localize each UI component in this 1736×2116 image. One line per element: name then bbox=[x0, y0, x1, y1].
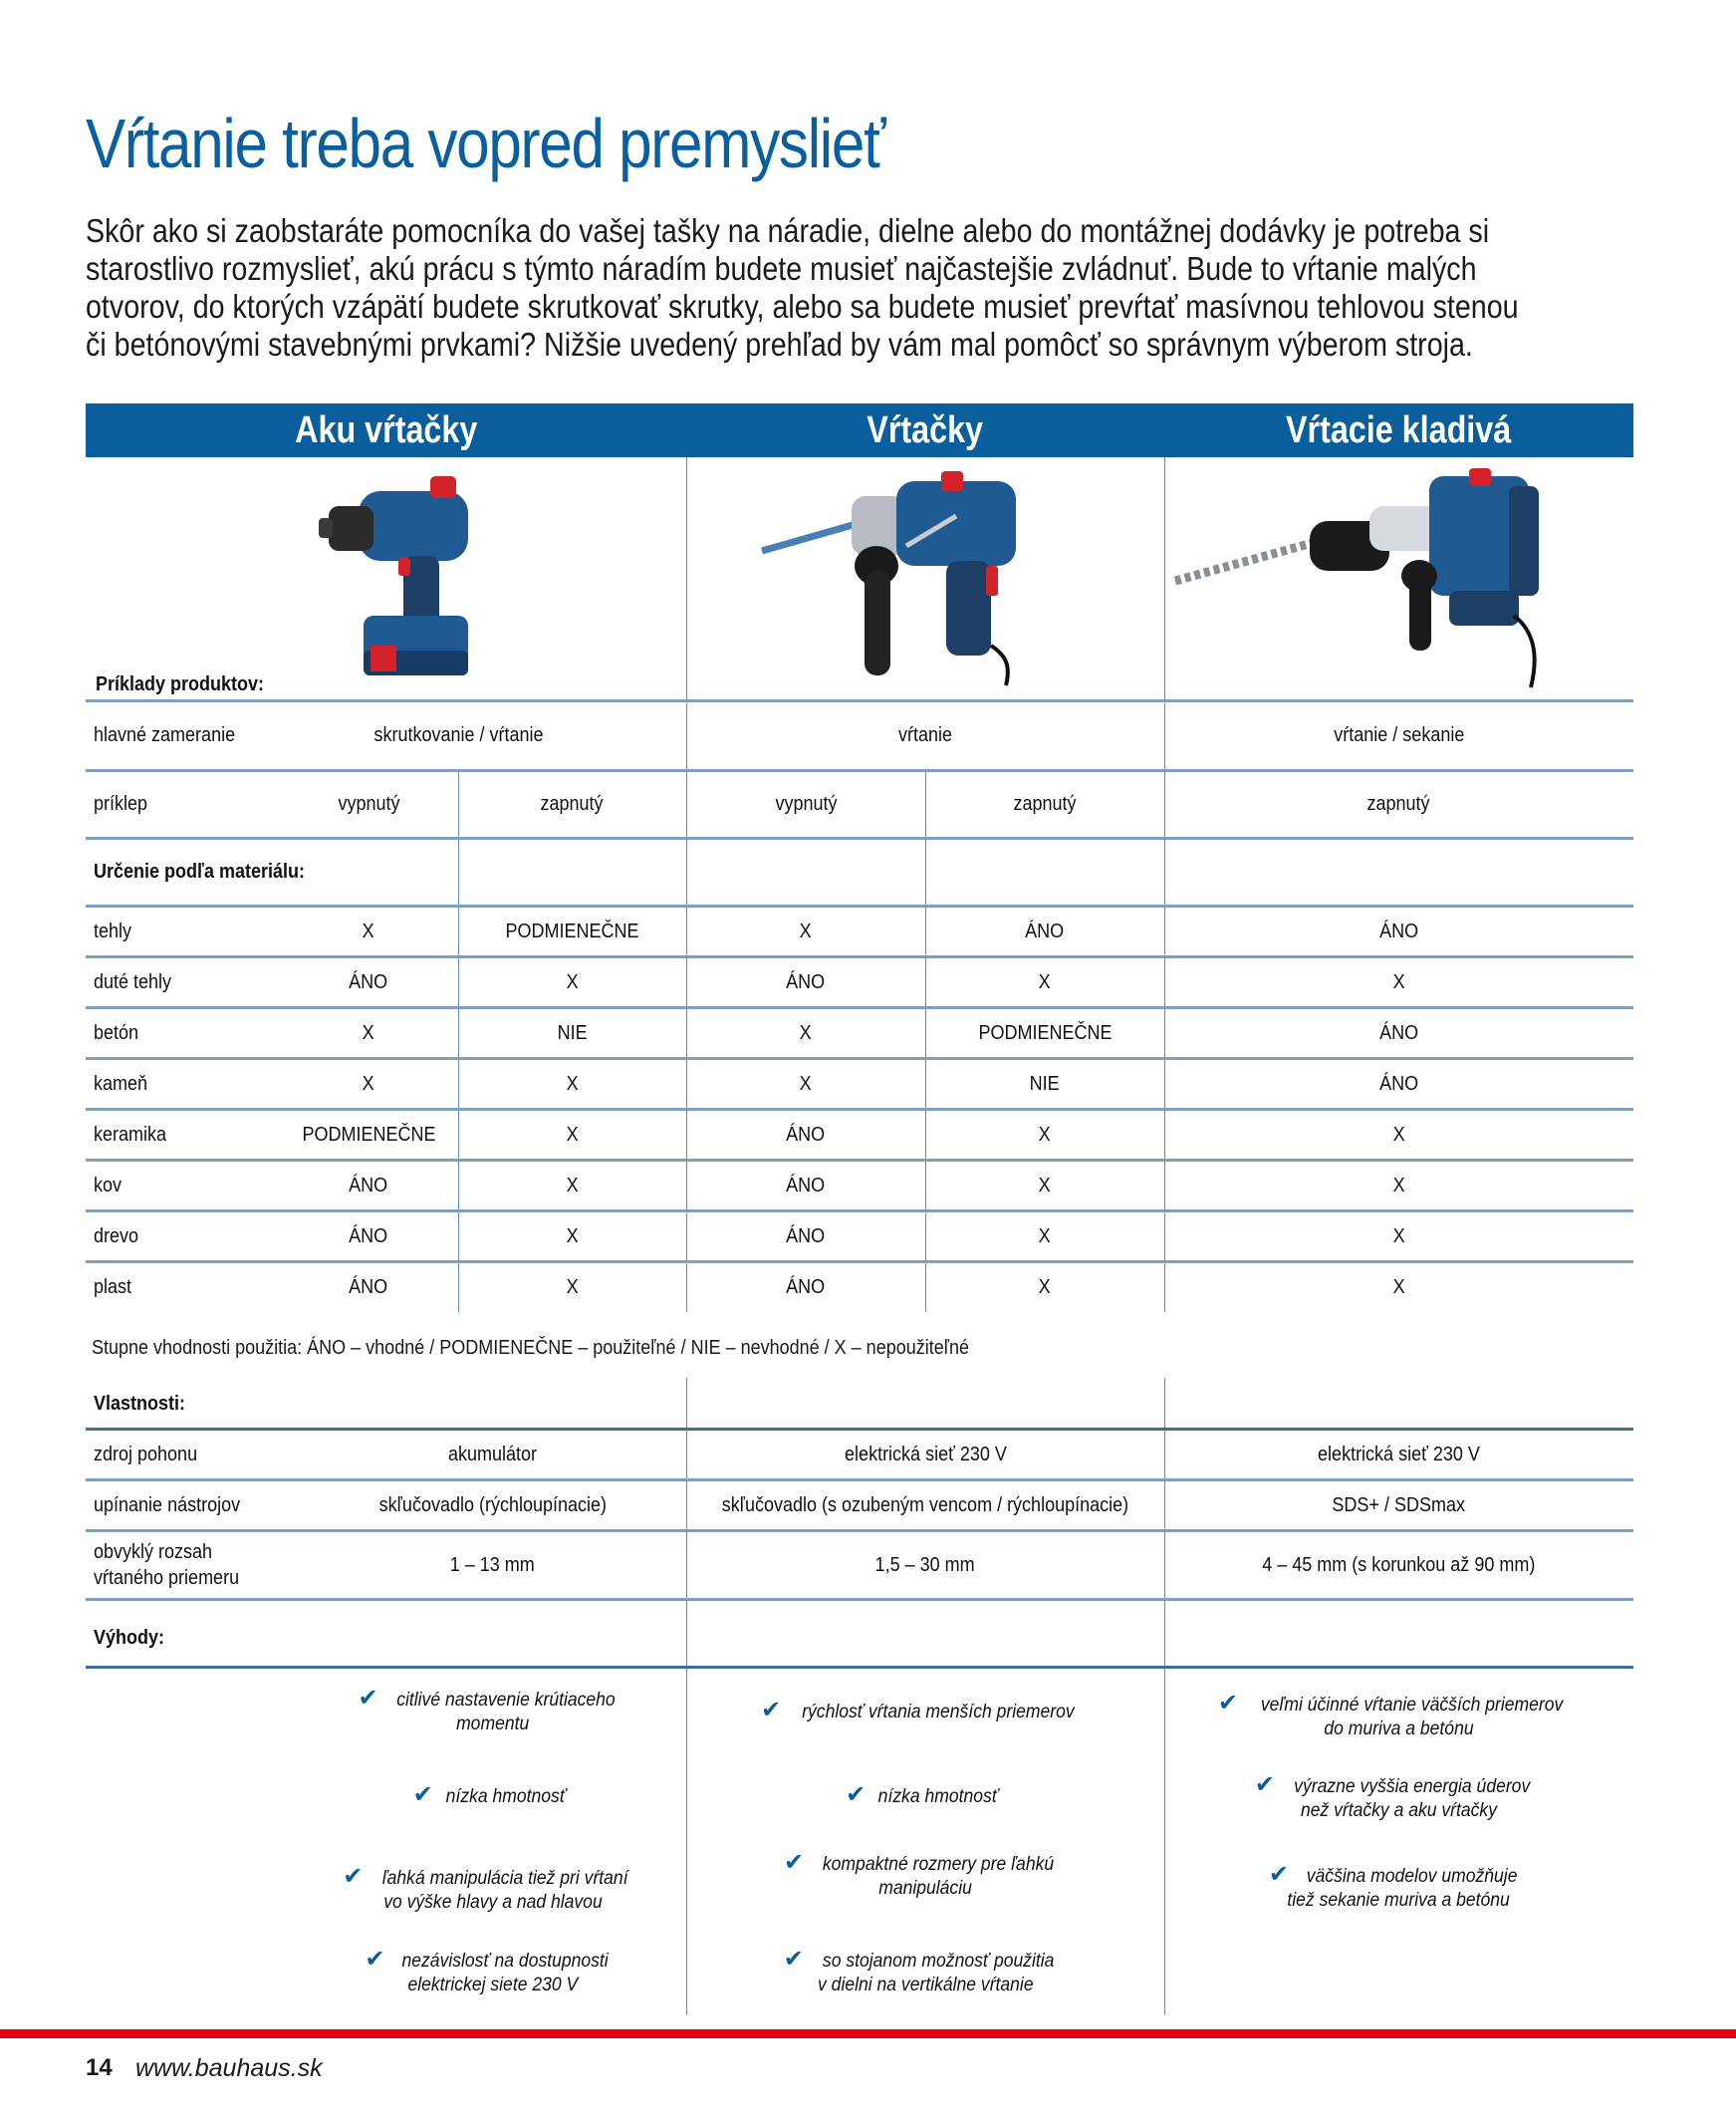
table-cell: X bbox=[566, 1123, 579, 1146]
table-cell: X bbox=[362, 1072, 375, 1095]
advantage-item bbox=[1164, 1692, 1633, 1740]
check-icon: ✔ bbox=[358, 1685, 378, 1712]
table-cell: ÁNO bbox=[786, 1275, 826, 1298]
advantage-item bbox=[686, 1851, 1164, 1900]
header-rotary-hammers: Vŕtacie kladivá bbox=[1286, 409, 1512, 451]
intro-line: otvorov, do ktorých vzápätí budete skrutkovať skrutky, alebo sa budete musieť prevŕtať masívnou tehlovou stenou bbox=[86, 289, 1519, 326]
header-drills: Vŕtačky bbox=[867, 409, 984, 451]
table-cell: ÁNO bbox=[1378, 1072, 1419, 1095]
table-cell: zapnutý bbox=[1013, 793, 1077, 815]
table-cell: PODMIENEČNE bbox=[301, 1123, 436, 1146]
table-cell: vŕtanie bbox=[897, 724, 953, 746]
advantage-line: ✔ kompaktné rozmery pre ľahkú bbox=[783, 1849, 1055, 1876]
row-label: keramika bbox=[94, 1123, 167, 1146]
table-cell: ÁNO bbox=[786, 1123, 826, 1146]
page-title: Vŕtanie treba vopred premyslieť bbox=[86, 105, 885, 182]
table-cell: vypnutý bbox=[774, 793, 838, 815]
table-cell: X bbox=[566, 1072, 579, 1095]
row-divider bbox=[86, 1598, 1633, 1601]
check-icon: ✔ bbox=[1217, 1690, 1238, 1717]
advantage-item bbox=[299, 1687, 686, 1735]
advantage-line: do muriva a betónu bbox=[1324, 1718, 1474, 1739]
row-divider bbox=[86, 1666, 1633, 1669]
advantage-line: v dielni na vertikálne vŕtanie bbox=[817, 1974, 1034, 1995]
table-cell: PODMIENEČNE bbox=[505, 920, 639, 942]
rotary-hammer-icon bbox=[1170, 466, 1569, 690]
check-icon: ✔ bbox=[761, 1697, 782, 1723]
table-cell: X bbox=[1038, 970, 1052, 993]
table-cell: X bbox=[1392, 1224, 1405, 1247]
check-icon: ✔ bbox=[783, 1946, 804, 1973]
impact-drill-icon bbox=[757, 466, 1056, 690]
row-label: hlavné zameranie bbox=[94, 724, 236, 746]
advantage-line: ✔ nezávislosť na dostupnosti bbox=[365, 1946, 610, 1973]
advantage-line: elektrickej siete 230 V bbox=[407, 1974, 578, 1995]
table-cell: ÁNO bbox=[349, 1275, 388, 1298]
table-cell: ÁNO bbox=[1378, 920, 1419, 942]
advantage-line: momentu bbox=[455, 1713, 530, 1734]
table-cell: vŕtanie / sekanie bbox=[1333, 724, 1465, 746]
table-cell: PODMIENEČNE bbox=[977, 1021, 1113, 1044]
table-cell: X bbox=[566, 1275, 579, 1298]
row-label: drevo bbox=[94, 1224, 139, 1247]
advantage-line: tiež sekanie muriva a betónu bbox=[1287, 1889, 1511, 1911]
table-cell: X bbox=[566, 1224, 579, 1247]
row-label: zdroj pohonu bbox=[94, 1443, 198, 1465]
advantage-line: ✔ väčšina modelov umožňuje bbox=[1268, 1861, 1518, 1888]
row-label: plast bbox=[94, 1275, 132, 1298]
check-icon: ✔ bbox=[846, 1781, 867, 1808]
advantage-line: manipuláciu bbox=[878, 1877, 972, 1899]
advantage-item bbox=[1164, 1773, 1633, 1822]
advantage-line: vo výške hlavy a nad hlavou bbox=[382, 1891, 603, 1913]
table-cell: X bbox=[1392, 970, 1405, 993]
advantage-item bbox=[686, 1783, 1164, 1808]
table-cell: skľučovadlo (s ozubeným vencom / rýchloupínacie) bbox=[721, 1493, 1129, 1516]
table-cell: SDS+ / SDSmax bbox=[1332, 1493, 1466, 1516]
table-cell: zapnutý bbox=[540, 793, 605, 815]
material-section-label: Určenie podľa materiálu: bbox=[94, 861, 305, 883]
table-cell: X bbox=[1392, 1123, 1405, 1146]
footer-red-bar bbox=[0, 2029, 1736, 2038]
table-cell: ÁNO bbox=[786, 1174, 826, 1196]
advantage-line: než vŕtačky a aku vŕtačky bbox=[1300, 1799, 1498, 1821]
table-cell: ÁNO bbox=[1025, 920, 1065, 942]
check-icon: ✔ bbox=[1254, 1771, 1275, 1798]
advantage-item bbox=[1164, 1863, 1633, 1912]
check-icon: ✔ bbox=[1268, 1861, 1289, 1888]
cordless-drill-icon bbox=[319, 466, 498, 690]
table-cell: zapnutý bbox=[1366, 793, 1431, 815]
advantage-line: ✔ veľmi účinné vŕtanie väčších priemerov bbox=[1217, 1690, 1564, 1717]
table-cell: X bbox=[362, 920, 375, 942]
row-label: príklep bbox=[94, 793, 148, 815]
row-label: kameň bbox=[94, 1072, 148, 1095]
table-cell: skrutkovanie / vŕtanie bbox=[372, 724, 544, 746]
table-cell: NIE bbox=[1029, 1072, 1061, 1095]
row-label: upínanie nástrojov bbox=[94, 1493, 241, 1516]
table-cell: ÁNO bbox=[349, 970, 388, 993]
intro-line: Skôr ako si zaobstaráte pomocníka do vašej tašky na náradie, dielne alebo do montážnej dodávky je potreba si bbox=[86, 213, 1490, 250]
advantage-line: ✔ výrazne vyššia energia úderov bbox=[1254, 1771, 1531, 1798]
advantage-line: ✔ nízka hmotnosť bbox=[412, 1781, 566, 1808]
check-icon: ✔ bbox=[365, 1946, 385, 1973]
table-cell: NIE bbox=[557, 1021, 588, 1044]
advantage-item bbox=[299, 1865, 686, 1914]
table-cell: X bbox=[1392, 1174, 1405, 1196]
row-label: duté tehly bbox=[94, 970, 172, 993]
table-cell: elektrická sieť 230 V bbox=[1318, 1443, 1480, 1465]
table-cell: X bbox=[1038, 1123, 1052, 1146]
intro-line: či betónovými stavebnými prvkami? Nižšie uvedený prehľad by vám mal pomôcť so správnym výberom stroja. bbox=[86, 327, 1473, 364]
properties-section-label: Vlastnosti: bbox=[94, 1392, 186, 1415]
table-cell: X bbox=[566, 970, 579, 993]
website-link[interactable]: www.bauhaus.sk bbox=[135, 2054, 323, 2082]
suitability-legend: Stupne vhodnosti použitia: ÁNO – vhodné / PODMIENEČNE – použiteľné / NIE – nevhodné / X – nepoužiteľné bbox=[92, 1337, 970, 1359]
advantage-item bbox=[686, 1699, 1164, 1723]
check-icon: ✔ bbox=[343, 1863, 364, 1890]
row-label: obvyklý rozsah vŕtaného priemeru bbox=[94, 1541, 240, 1589]
row-label: betón bbox=[94, 1021, 139, 1044]
page-number: 14 bbox=[86, 2054, 113, 2081]
table-cell: 1,5 – 30 mm bbox=[874, 1553, 976, 1576]
row-label: tehly bbox=[94, 920, 132, 942]
table-cell: ÁNO bbox=[349, 1224, 388, 1247]
check-icon: ✔ bbox=[783, 1849, 805, 1876]
table-cell: X bbox=[362, 1021, 375, 1044]
advantage-line: ✔ so stojanom možnosť použitia bbox=[783, 1946, 1055, 1973]
table-cell: X bbox=[1038, 1174, 1052, 1196]
table-cell: 4 – 45 mm (s korunkou až 90 mm) bbox=[1262, 1553, 1536, 1576]
table-cell: akumulátor bbox=[447, 1443, 538, 1465]
table-cell: vypnutý bbox=[337, 793, 400, 815]
table-cell: X bbox=[799, 920, 813, 942]
table-cell: skľučovadlo (rýchloupínacie) bbox=[378, 1493, 607, 1516]
table-cell: X bbox=[1038, 1224, 1052, 1247]
table-cell: X bbox=[799, 1072, 813, 1095]
table-cell: ÁNO bbox=[786, 1224, 826, 1247]
table-cell: X bbox=[1392, 1275, 1405, 1298]
row-label: kov bbox=[94, 1174, 123, 1196]
table-cell: elektrická sieť 230 V bbox=[844, 1443, 1007, 1465]
table-cell: ÁNO bbox=[1378, 1021, 1419, 1044]
table-cell: ÁNO bbox=[786, 970, 826, 993]
advantages-section-label: Výhody: bbox=[94, 1626, 165, 1649]
intro-line: starostlivo rozmyslieť, akú prácu s týmto náradím budete musieť najčastejšie zvládnuť. Bude to vŕtanie malých bbox=[86, 251, 1477, 288]
table-cell: X bbox=[566, 1174, 579, 1196]
advantage-item bbox=[299, 1948, 686, 1996]
advantage-line: ✔ rýchlosť vŕtania menších priemerov bbox=[761, 1697, 1075, 1723]
check-icon: ✔ bbox=[412, 1781, 433, 1808]
advantage-line: ✔ ľahká manipulácia tiež pri vŕtaní bbox=[343, 1863, 628, 1890]
table-cell: 1 – 13 mm bbox=[449, 1553, 536, 1576]
table-cell: X bbox=[1038, 1275, 1052, 1298]
table-cell: ÁNO bbox=[349, 1174, 388, 1196]
table-cell: X bbox=[799, 1021, 813, 1044]
advantage-item bbox=[299, 1783, 686, 1808]
product-examples-label: Príklady produktov: bbox=[96, 672, 265, 695]
intro-paragraph bbox=[86, 213, 1618, 365]
advantage-item bbox=[686, 1948, 1164, 1996]
header-cordless-drills: Aku vŕtačky bbox=[294, 409, 478, 451]
advantage-line: ✔ citlivé nastavenie krútiaceho bbox=[358, 1685, 616, 1712]
advantage-line: ✔ nízka hmotnosť bbox=[846, 1781, 999, 1808]
